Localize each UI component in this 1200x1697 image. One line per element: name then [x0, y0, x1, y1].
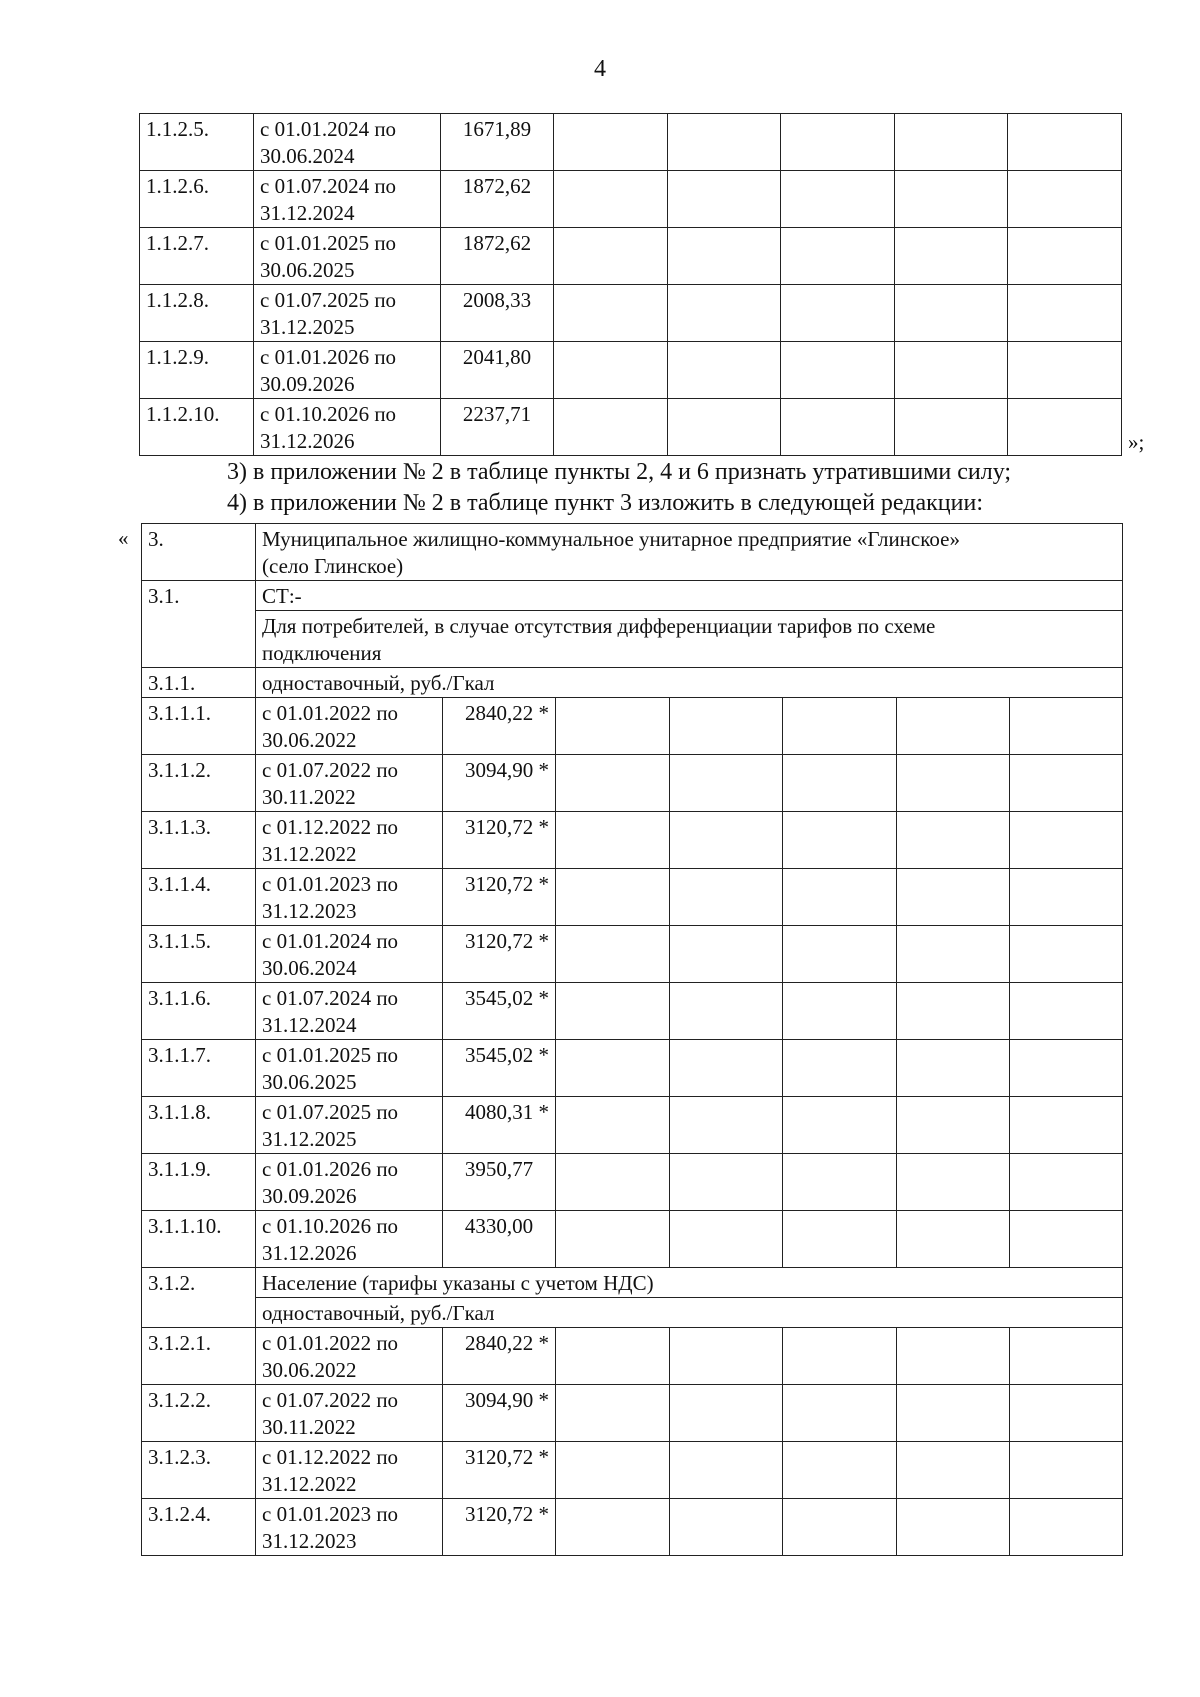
- empty-cell: [668, 228, 781, 285]
- empty-cell: [1008, 114, 1122, 171]
- empty-cell: [668, 399, 781, 456]
- period-start: с 01.12.2022 по: [262, 815, 399, 839]
- tariff-value: 3120,72 *: [443, 812, 556, 869]
- item-number: 3.: [142, 524, 256, 581]
- empty-cell: [897, 1328, 1010, 1385]
- empty-cell: [556, 1154, 670, 1211]
- table-row: [142, 926, 1123, 983]
- empty-cell: [781, 171, 895, 228]
- period-end: 31.12.2024: [262, 1013, 357, 1037]
- period-end: 31.12.2023: [262, 899, 357, 923]
- empty-cell: [554, 228, 668, 285]
- empty-cell: [783, 698, 897, 755]
- section-label: СТ:-: [256, 581, 1123, 611]
- empty-cell: [783, 1328, 897, 1385]
- empty-cell: [781, 228, 895, 285]
- tariff-value: 2840,22 *: [443, 698, 556, 755]
- period-start: с 01.01.2022 по: [262, 1331, 399, 1355]
- tariff-value: 1872,62: [441, 228, 554, 285]
- row-number: 3.1.1.2.: [142, 755, 256, 812]
- tariff-value: 2008,33: [441, 285, 554, 342]
- row-number: 3.1.2.2.: [142, 1385, 256, 1442]
- tariff-value: 4330,00: [443, 1211, 556, 1268]
- period-start: с 01.01.2024 по: [262, 929, 399, 953]
- empty-cell: [670, 983, 783, 1040]
- rate-label: одноставочный, руб./Гкал: [256, 1298, 1123, 1328]
- empty-cell: [783, 1211, 897, 1268]
- table-row: [142, 1328, 1123, 1385]
- empty-cell: [668, 114, 781, 171]
- period-start: с 01.01.2023 по: [262, 1502, 399, 1526]
- period-start: с 01.07.2024 по: [262, 986, 399, 1010]
- organization-name-line2: (село Глинское): [262, 554, 404, 578]
- empty-cell: [1008, 342, 1122, 399]
- empty-cell: [556, 1211, 670, 1268]
- period-start: с 01.01.2022 по: [262, 701, 399, 725]
- empty-cell: [556, 698, 670, 755]
- empty-cell: [783, 1442, 897, 1499]
- empty-cell: [670, 755, 783, 812]
- empty-cell: [895, 228, 1008, 285]
- table-row: [142, 812, 1123, 869]
- empty-cell: [781, 342, 895, 399]
- empty-cell: [670, 1040, 783, 1097]
- period-start: с 01.01.2024 по: [260, 117, 397, 141]
- row-number: 1.1.2.5.: [140, 114, 254, 171]
- row-number: 3.1.1.5.: [142, 926, 256, 983]
- empty-cell: [1010, 1040, 1123, 1097]
- empty-cell: [897, 926, 1010, 983]
- row-number: 3.1.2.4.: [142, 1499, 256, 1556]
- period-cell: [256, 926, 443, 983]
- empty-cell: [670, 812, 783, 869]
- tariff-value: 4080,31 *: [443, 1097, 556, 1154]
- empty-cell: [897, 1499, 1010, 1556]
- page-number: 4: [594, 56, 606, 82]
- row-number: 3.1.1.3.: [142, 812, 256, 869]
- period-cell: [254, 114, 441, 171]
- period-start: с 01.07.2022 по: [262, 758, 399, 782]
- period-start: с 01.07.2022 по: [262, 1388, 399, 1412]
- period-cell: [256, 1040, 443, 1097]
- empty-cell: [1010, 983, 1123, 1040]
- empty-cell: [670, 1328, 783, 1385]
- period-end: 31.12.2024: [260, 201, 355, 225]
- table-row: [142, 1442, 1123, 1499]
- empty-cell: [1010, 812, 1123, 869]
- tariff-value: 2840,22 *: [443, 1328, 556, 1385]
- tariff-value: 2237,71: [441, 399, 554, 456]
- empty-cell: [670, 1499, 783, 1556]
- row-number: 3.1.2.1.: [142, 1328, 256, 1385]
- table-row: [142, 1268, 1123, 1298]
- empty-cell: [670, 698, 783, 755]
- empty-cell: [554, 114, 668, 171]
- empty-cell: [897, 1097, 1010, 1154]
- table-row: [142, 668, 1123, 698]
- empty-cell: [1008, 399, 1122, 456]
- table-row: [142, 1211, 1123, 1268]
- empty-cell: [670, 1442, 783, 1499]
- period-start: с 01.07.2025 по: [260, 288, 397, 312]
- tariff-table-continued: [139, 113, 1122, 456]
- empty-cell: [1010, 1499, 1123, 1556]
- period-end: 31.12.2023: [262, 1529, 357, 1553]
- closing-quote: »;: [1128, 430, 1145, 454]
- paragraph-3: 3) в приложении № 2 в таблице пункты 2, 4 и 6 признать утратившими силу;: [227, 459, 1012, 485]
- empty-cell: [897, 1442, 1010, 1499]
- period-end: 30.09.2026: [262, 1184, 357, 1208]
- table-row: [142, 581, 1123, 611]
- empty-cell: [897, 812, 1010, 869]
- period-start: с 01.01.2026 по: [260, 345, 397, 369]
- empty-cell: [897, 1211, 1010, 1268]
- empty-cell: [556, 1097, 670, 1154]
- empty-cell: [783, 1499, 897, 1556]
- period-end: 31.12.2025: [260, 315, 355, 339]
- consumers-description-line1: Для потребителей, в случае отсутствия дифференциации тарифов по схеме: [262, 614, 936, 638]
- period-end: 30.06.2024: [260, 144, 355, 168]
- item-number: 3.1.1.: [142, 668, 256, 698]
- empty-cell: [556, 869, 670, 926]
- row-number: 1.1.2.8.: [140, 285, 254, 342]
- item-number: 3.1.: [142, 581, 256, 668]
- empty-cell: [668, 285, 781, 342]
- rate-label: одноставочный, руб./Гкал: [256, 668, 1123, 698]
- empty-cell: [895, 171, 1008, 228]
- empty-cell: [1010, 1442, 1123, 1499]
- table-row: [142, 1154, 1123, 1211]
- empty-cell: [556, 1499, 670, 1556]
- row-number: 1.1.2.6.: [140, 171, 254, 228]
- table-row: [142, 869, 1123, 926]
- row-number: 1.1.2.9.: [140, 342, 254, 399]
- table-row: [142, 1097, 1123, 1154]
- period-cell: [256, 698, 443, 755]
- period-start: с 01.07.2025 по: [262, 1100, 399, 1124]
- table-row: [142, 698, 1123, 755]
- period-end: 31.12.2022: [262, 842, 357, 866]
- empty-cell: [895, 285, 1008, 342]
- period-start: с 01.01.2023 по: [262, 872, 399, 896]
- row-number: 3.1.1.9.: [142, 1154, 256, 1211]
- tariff-value: 1671,89: [441, 114, 554, 171]
- tariff-value: 3120,72 *: [443, 1442, 556, 1499]
- empty-cell: [556, 1328, 670, 1385]
- period-end: 30.06.2025: [262, 1070, 357, 1094]
- table-row: [140, 285, 1122, 342]
- period-start: с 01.12.2022 по: [262, 1445, 399, 1469]
- period-end: 31.12.2026: [260, 429, 355, 453]
- population-label: Население (тарифы указаны с учетом НДС): [256, 1268, 1123, 1298]
- empty-cell: [783, 1040, 897, 1097]
- empty-cell: [783, 983, 897, 1040]
- empty-cell: [781, 399, 895, 456]
- empty-cell: [554, 342, 668, 399]
- empty-cell: [668, 171, 781, 228]
- empty-cell: [783, 755, 897, 812]
- empty-cell: [556, 983, 670, 1040]
- period-start: с 01.01.2025 по: [262, 1043, 399, 1067]
- period-end: 30.06.2025: [260, 258, 355, 282]
- empty-cell: [783, 812, 897, 869]
- row-number: 3.1.1.7.: [142, 1040, 256, 1097]
- table-row: [140, 399, 1122, 456]
- row-number: 3.1.1.1.: [142, 698, 256, 755]
- consumers-description-line2: подключения: [262, 641, 382, 665]
- empty-cell: [1010, 1328, 1123, 1385]
- tariff-value: 3094,90 *: [443, 755, 556, 812]
- empty-cell: [897, 755, 1010, 812]
- paragraph-4: 4) в приложении № 2 в таблице пункт 3 изложить в следующей редакции:: [227, 490, 983, 516]
- empty-cell: [897, 698, 1010, 755]
- empty-cell: [897, 983, 1010, 1040]
- empty-cell: [554, 285, 668, 342]
- empty-cell: [556, 1040, 670, 1097]
- empty-cell: [897, 1040, 1010, 1097]
- period-cell: [256, 755, 443, 812]
- empty-cell: [897, 1385, 1010, 1442]
- tariff-value: 3545,02 *: [443, 1040, 556, 1097]
- period-end: 30.06.2024: [262, 956, 357, 980]
- tariff-value: 3120,72 *: [443, 926, 556, 983]
- empty-cell: [670, 1385, 783, 1442]
- empty-cell: [1008, 228, 1122, 285]
- period-end: 30.06.2022: [262, 1358, 357, 1382]
- table-row: [140, 114, 1122, 171]
- empty-cell: [1010, 1097, 1123, 1154]
- period-cell: [254, 228, 441, 285]
- empty-cell: [897, 1154, 1010, 1211]
- empty-cell: [1010, 926, 1123, 983]
- table-row: [142, 1385, 1123, 1442]
- empty-cell: [1010, 698, 1123, 755]
- table-row: [142, 983, 1123, 1040]
- period-end: 30.11.2022: [262, 785, 356, 809]
- empty-cell: [670, 926, 783, 983]
- empty-cell: [670, 1211, 783, 1268]
- tariff-table-item-3: [141, 523, 1123, 1556]
- period-cell: [256, 812, 443, 869]
- empty-cell: [895, 399, 1008, 456]
- period-cell: [256, 1097, 443, 1154]
- period-cell: [254, 285, 441, 342]
- table-row: [140, 342, 1122, 399]
- period-cell: [254, 399, 441, 456]
- item-number: 3.1.2.: [142, 1268, 256, 1328]
- period-end: 30.11.2022: [262, 1415, 356, 1439]
- tariff-value: 3094,90 *: [443, 1385, 556, 1442]
- empty-cell: [668, 342, 781, 399]
- period-end: 31.12.2026: [262, 1241, 357, 1265]
- period-start: с 01.01.2026 по: [262, 1157, 399, 1181]
- empty-cell: [1010, 869, 1123, 926]
- organization-name-line1: Муниципальное жилищно-коммунальное унитарное предприятие «Глинское»: [262, 527, 960, 551]
- empty-cell: [556, 755, 670, 812]
- empty-cell: [670, 1097, 783, 1154]
- tariff-value: 3120,72 *: [443, 869, 556, 926]
- table-row: [140, 171, 1122, 228]
- table-row: [142, 1040, 1123, 1097]
- period-cell: [256, 869, 443, 926]
- period-cell: [254, 342, 441, 399]
- table-row: [142, 524, 1123, 581]
- empty-cell: [670, 869, 783, 926]
- period-end: 31.12.2022: [262, 1472, 357, 1496]
- empty-cell: [783, 869, 897, 926]
- empty-cell: [554, 171, 668, 228]
- table-row: [142, 1499, 1123, 1556]
- period-start: с 01.10.2026 по: [262, 1214, 399, 1238]
- empty-cell: [556, 812, 670, 869]
- period-cell: [256, 1499, 443, 1556]
- tariff-value: 3120,72 *: [443, 1499, 556, 1556]
- period-cell: [256, 983, 443, 1040]
- empty-cell: [895, 342, 1008, 399]
- period-start: с 01.07.2024 по: [260, 174, 397, 198]
- empty-cell: [556, 1385, 670, 1442]
- period-end: 30.06.2022: [262, 728, 357, 752]
- empty-cell: [783, 1097, 897, 1154]
- table-row: [142, 755, 1123, 812]
- tariff-value: 2041,80: [441, 342, 554, 399]
- period-cell: [256, 1442, 443, 1499]
- tariff-value: 3950,77: [443, 1154, 556, 1211]
- period-cell: [256, 1328, 443, 1385]
- row-number: 3.1.2.3.: [142, 1442, 256, 1499]
- period-end: 30.09.2026: [260, 372, 355, 396]
- table-row: [142, 1298, 1123, 1328]
- row-number: 3.1.1.8.: [142, 1097, 256, 1154]
- period-cell: [254, 171, 441, 228]
- row-number: 3.1.1.6.: [142, 983, 256, 1040]
- empty-cell: [556, 926, 670, 983]
- row-number: 3.1.1.10.: [142, 1211, 256, 1268]
- empty-cell: [1010, 1385, 1123, 1442]
- table-row: [142, 611, 1123, 668]
- period-end: 31.12.2025: [262, 1127, 357, 1151]
- empty-cell: [1010, 1154, 1123, 1211]
- row-number: 3.1.1.4.: [142, 869, 256, 926]
- empty-cell: [1010, 1211, 1123, 1268]
- row-number: 1.1.2.10.: [140, 399, 254, 456]
- empty-cell: [781, 114, 895, 171]
- empty-cell: [1010, 755, 1123, 812]
- tariff-value: 1872,62: [441, 171, 554, 228]
- empty-cell: [895, 114, 1008, 171]
- organization-name: [256, 524, 1123, 581]
- empty-cell: [781, 285, 895, 342]
- period-cell: [256, 1154, 443, 1211]
- consumers-description: [256, 611, 1123, 668]
- empty-cell: [783, 926, 897, 983]
- period-start: с 01.10.2026 по: [260, 402, 397, 426]
- period-start: с 01.01.2025 по: [260, 231, 397, 255]
- empty-cell: [1008, 171, 1122, 228]
- empty-cell: [783, 1385, 897, 1442]
- empty-cell: [783, 1154, 897, 1211]
- empty-cell: [1008, 285, 1122, 342]
- period-cell: [256, 1385, 443, 1442]
- empty-cell: [670, 1154, 783, 1211]
- tariff-value: 3545,02 *: [443, 983, 556, 1040]
- opening-quote: «: [118, 526, 129, 550]
- empty-cell: [897, 869, 1010, 926]
- empty-cell: [554, 399, 668, 456]
- table-row: [140, 228, 1122, 285]
- row-number: 1.1.2.7.: [140, 228, 254, 285]
- period-cell: [256, 1211, 443, 1268]
- empty-cell: [556, 1442, 670, 1499]
